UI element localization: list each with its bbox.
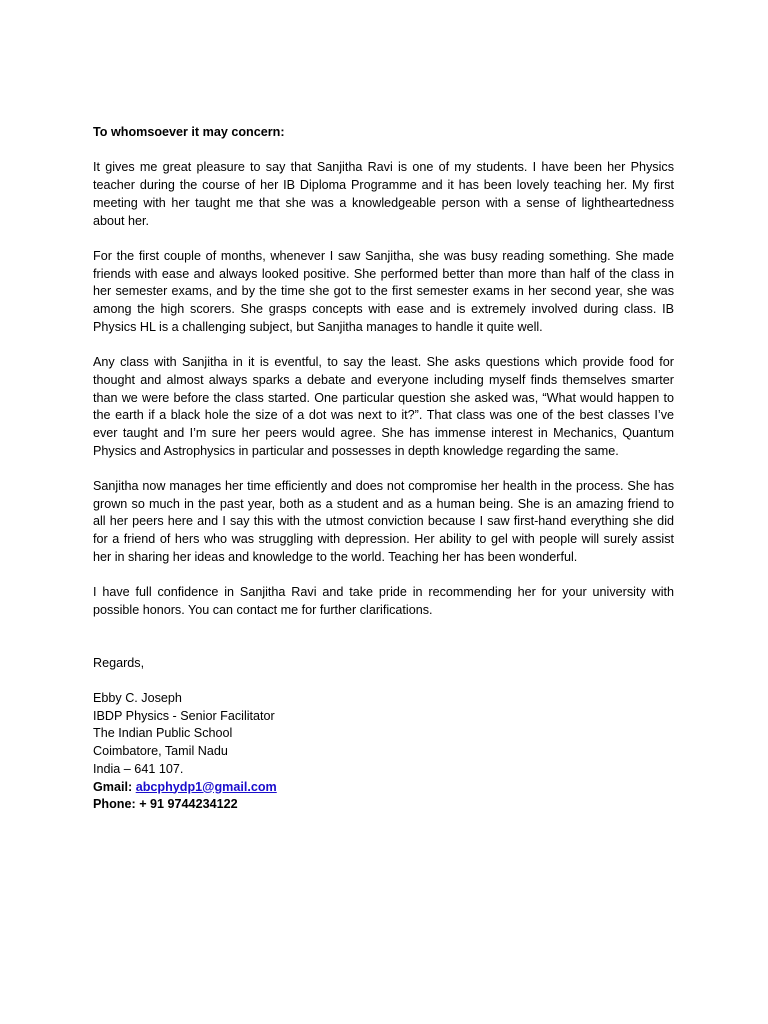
paragraph-class-eventful: Any class with Sanjitha in it is eventful, to say the least. She asks questions which provide food for thought and almost always sparks a debate and everyone including myself finds themselves smarter than we were before the class started. One particular question she asked was, “What would happen to the earth if a black hole the size of a dot was next to it?”. That class was one of the best classes I’ve ever taught and I’m sure her peers would agree. She has immense interest in Mechanics, Quantum Physics and Astrophysics in particular and possesses in depth knowledge regarding the same.: [93, 355, 674, 458]
paragraph-recommendation: I have full confidence in Sanjitha Ravi and take pride in recommending her for your university with possible honors. You can contact me for further clarifications.: [93, 585, 674, 617]
signer-country: India – 641 107.: [93, 761, 184, 776]
paragraph-intro: It gives me great pleasure to say that Sanjitha Ravi is one of my students. I have been her Physics teacher during the course of her IB Diploma Programme and it has been lovely teaching her. My first meeting with her taught me that she was a knowledgeable person with a sense of lightheartedness about her.: [93, 160, 674, 228]
paragraph-time-management: Sanjitha now manages her time efficiently and does not compromise her health in the process. She has grown so much in the past year, both as a student and as a human being. She is an amazing friend to all her peers here and I say this with the utmost conviction because I saw first-hand everything she did for a friend of hers who was struggling with depression. Her ability to gel with people will surely assist her in sharing her ideas and knowledge to the world. Teaching her has been wonderful.: [93, 479, 674, 564]
email-label: Gmail:: [93, 779, 136, 794]
signature-block: [93, 690, 674, 814]
phone-line: [93, 796, 674, 814]
signer-name: Ebby C. Joseph: [93, 691, 182, 705]
phone-number: + 91 9744234122: [139, 797, 238, 812]
signer-city: Coimbatore, Tamil Nadu: [93, 744, 228, 759]
email-link[interactable]: abcphydp1@gmail.com: [135, 779, 277, 794]
email-line: [93, 779, 674, 797]
signer-school: The Indian Public School: [93, 726, 233, 741]
salutation: To whomsoever it may concern:: [93, 125, 285, 139]
letter-body: [93, 124, 674, 814]
paragraph-first-months: For the first couple of months, whenever I saw Sanjitha, she was busy reading something. She made friends with ease and always looked positive. She performed better than more than half of the class in her semester exams, and by the time she got to the first semester exams in her second year, she was among the high scorers. She grasps concepts with ease and is extremely involved during class. IB Physics HL is a challenging subject, but Sanjitha manages to handle it quite well.: [93, 248, 674, 334]
phone-label: Phone:: [93, 797, 140, 812]
signer-title: IBDP Physics - Senior Facilitator: [93, 708, 275, 723]
closing: Regards,: [93, 655, 145, 670]
